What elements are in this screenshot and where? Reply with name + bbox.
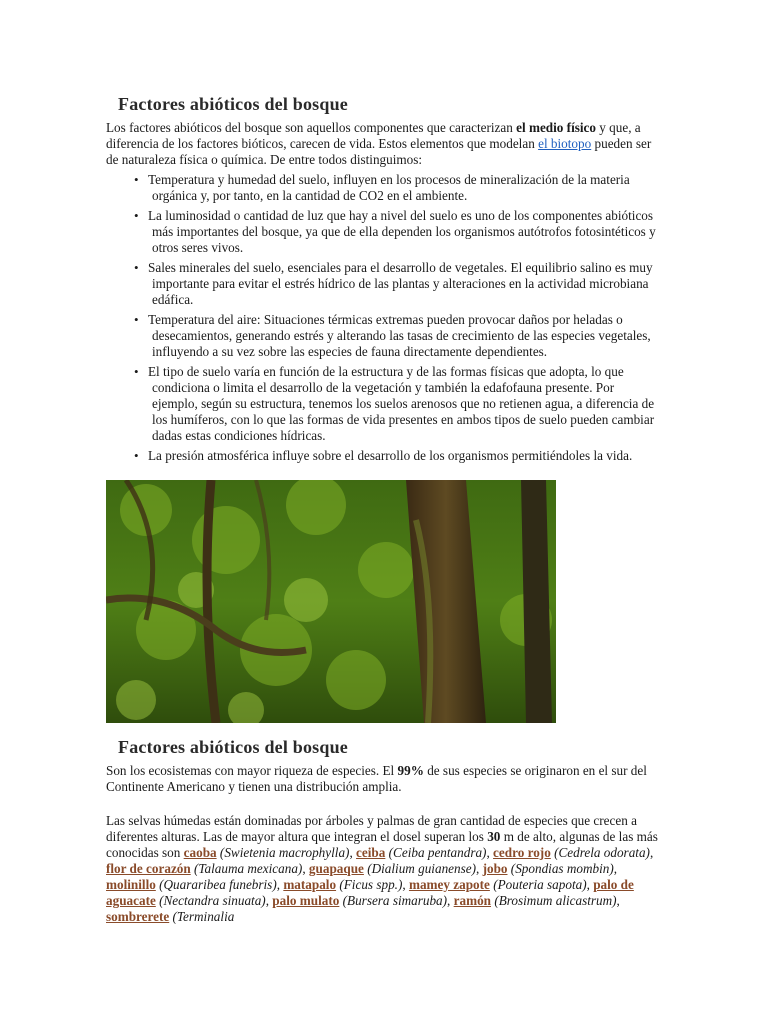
species-link[interactable]: cedro rojo [493,845,551,860]
bullet-icon: • [134,448,139,463]
section-title-2: Factores abióticos del bosque [118,737,348,757]
separator: , [276,877,284,892]
scientific-name: (Ficus spp.) [339,877,403,892]
paragraph-text: de sus especies se originaron en el sur del Continente Americano y tienen una distribución amplia. [106,763,647,794]
paragraph-text: Las selvas húmedas están dominadas por árboles y palmas de gran cantidad de especies que crecen a diferentes alturas. Las de mayor altura que integran el dosel superan los [106,813,637,844]
intro-paragraph [106,120,662,168]
list-item-text: El tipo de suelo varía en función de la estructura y de las formas físicas que adopta, lo que condiciona o limita el desarrollo de la vegetación y también la edafofauna presente. Por ejemplo, según su estructura, tenemos los suelos arenosos que no retienen agua, a diferencia de los humíferos, con lo que las formas de vida presentes en ambos tipos de suelo pueden cambiar dadas estas condiciones hídricas. [148,364,655,443]
scientific-name: (Bursera simaruba) [342,893,448,908]
rainforest-trees-paragraph [106,813,662,925]
bullet-icon: • [134,208,139,223]
scientific-name: (Terminalia [172,909,235,924]
intro-text-a: Los factores abióticos del bosque son aquellos componentes que caracterizan [106,120,517,135]
intro-text-c: pueden ser de naturaleza física o química. De entre todos distinguimos: [106,136,652,167]
biotopo-link[interactable]: el biotopo [538,136,592,151]
species-link[interactable]: palo de aguacate [106,877,634,908]
scientific-name: (Talauma mexicana) [194,861,303,876]
separator: , [616,893,620,908]
species-link[interactable]: palo mulato [272,893,340,908]
list-item [132,364,662,444]
paragraph-text: Son los ecosistemas con mayor riqueza de especies. El [106,763,398,778]
percent-value: 99% [397,763,424,778]
list-item [132,172,662,204]
separator: , [649,845,654,860]
abiotic-factors-list [132,172,662,468]
forest-photo [106,480,556,723]
separator: , [265,893,273,908]
scientific-name: (Swietenia macrophylla) [219,845,350,860]
section-title-1: Factores abióticos del bosque [118,94,348,114]
species-link[interactable]: molinillo [106,877,156,892]
list-item-text: La presión atmosférica influye sobre el desarrollo de los organismos permitiéndoles la vida. [148,448,633,463]
scientific-name: (Ceiba pentandra) [388,845,487,860]
species-link[interactable]: flor de corazón [106,861,191,876]
bullet-icon: • [134,364,139,379]
list-item-text: La luminosidad o cantidad de luz que hay a nivel del suelo es uno de los componentes abióticos más importantes del bosque, ya que de ella dependen los organismos autótrofos fotosintéticos y otros seres vivos. [148,208,656,255]
species-link[interactable]: ramón [453,893,492,908]
separator: , [402,877,409,892]
list-item [132,260,662,308]
paragraph-text: m de alto, algunas de las más conocidas son [106,829,658,860]
list-item-text: Sales minerales del suelo, esenciales para el desarrollo de vegetales. El equilibrio salino es muy importante para evitar el estrés hídrico de las plantas y alteraciones en la actividad microbiana edáfica. [148,260,653,307]
species-richness-paragraph [106,763,662,795]
species-link[interactable]: sombrerete [106,909,170,924]
list-item-text: Temperatura y humedad del suelo, influyen en los procesos de mineralización de la materia orgánica y, por tanto, en la cantidad de CO2 en el ambiente. [148,172,630,203]
separator: , [613,861,618,876]
separator: , [586,877,594,892]
scientific-name: (Spondias mombin) [510,861,614,876]
scientific-name: (Dialium guianense) [367,861,476,876]
intro-text-b: y que, a diferencia de los factores bióticos, carecen de vida. Estos elementos que modelan [106,120,641,151]
separator: , [486,845,494,860]
list-item-text: Temperatura del aire: Situaciones térmicas extremas pueden provocar daños por heladas o desecamientos, generando estrés y alterando las tasas de crecimiento de las especies vegetales, influyendo a su vez sobre las especies de fauna directamente dependientes. [148,312,651,359]
height-value: 30 [487,829,501,844]
scientific-name: (Cedrela odorata) [554,845,650,860]
species-link[interactable]: matapalo [283,877,337,892]
scientific-name: (Brosimum alicastrum) [494,893,617,908]
scientific-name: (Nectandra sinuata) [159,893,266,908]
list-item [132,448,662,464]
separator: , [447,893,454,908]
species-link[interactable]: caoba [183,845,217,860]
scientific-name: (Pouteria sapota) [493,877,587,892]
species-link[interactable]: jobo [482,861,508,876]
separator: , [349,845,357,860]
intro-bold-term: el medio físico [516,120,596,135]
bullet-icon: • [134,172,139,187]
list-item [132,312,662,360]
separator: , [302,861,309,876]
scientific-name: (Quararibea funebris) [159,877,277,892]
species-link[interactable]: guapaque [308,861,364,876]
species-link[interactable]: ceiba [356,845,386,860]
bullet-icon: • [134,260,139,275]
list-item [132,208,662,256]
bullet-icon: • [134,312,139,327]
separator: , [475,861,483,876]
species-link[interactable]: mamey zapote [408,877,490,892]
